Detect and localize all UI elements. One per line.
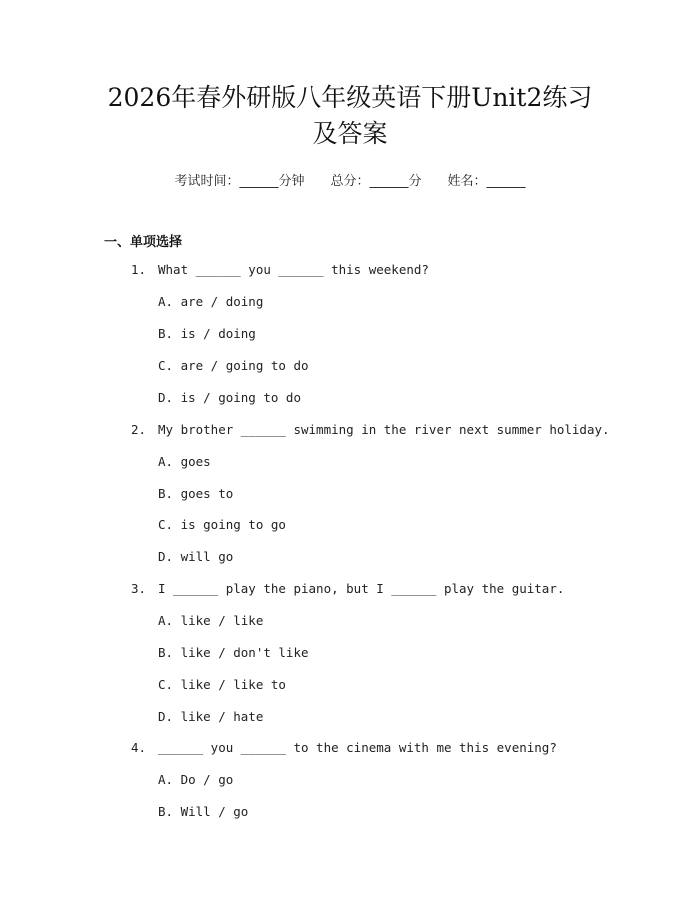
question-3-text: I ______ play the piano, but I ______ play the guitar. (158, 581, 565, 596)
question-4-number: 4. (131, 740, 147, 755)
question-3-option-c: C. like / like to (158, 677, 286, 692)
question-1-text: What ______ you ______ this weekend? (158, 262, 429, 277)
question-4-option-b: B. Will / go (158, 804, 249, 819)
question-2-option-d: D. will go (158, 549, 234, 564)
total-score-field: 总分：______分 (330, 174, 422, 189)
question-4-text: ______ you ______ to the cinema with me this evening? (158, 740, 557, 755)
question-2-option-b: B. goes to (158, 486, 234, 501)
question-2-option-c: C. is going to go (158, 517, 286, 532)
question-1-option-c: C. are / going to do (158, 358, 309, 373)
question-3-option-b: B. like / don't like (158, 645, 309, 660)
document-title (60, 80, 640, 152)
question-4-option-a: A. Do / go (158, 772, 234, 787)
question-1-option-a: A. are / doing (158, 294, 264, 309)
student-name-field: 姓名：______ (447, 174, 526, 189)
exam-time-field: 考试时间：______分钟 (174, 174, 305, 189)
title-line-2: 及答案 (312, 119, 388, 148)
exam-info-line (0, 170, 700, 189)
question-3-option-a: A. like / like (158, 613, 264, 628)
question-2-option-a: A. goes (158, 454, 211, 469)
title-line-1: 2026年春外研版八年级英语下册Unit2练习 (107, 83, 593, 112)
question-2-text: My brother ______ swimming in the river next summer holiday. (158, 422, 610, 437)
question-3-number: 3. (131, 581, 147, 596)
question-1-option-d: D. is / going to do (158, 390, 301, 405)
question-1-number: 1. (131, 262, 147, 277)
question-2-number: 2. (131, 422, 147, 437)
section-heading-single-choice: 一、单项选择 (104, 235, 183, 250)
question-1-option-b: B. is / doing (158, 326, 256, 341)
question-3-option-d: D. like / hate (158, 709, 264, 724)
